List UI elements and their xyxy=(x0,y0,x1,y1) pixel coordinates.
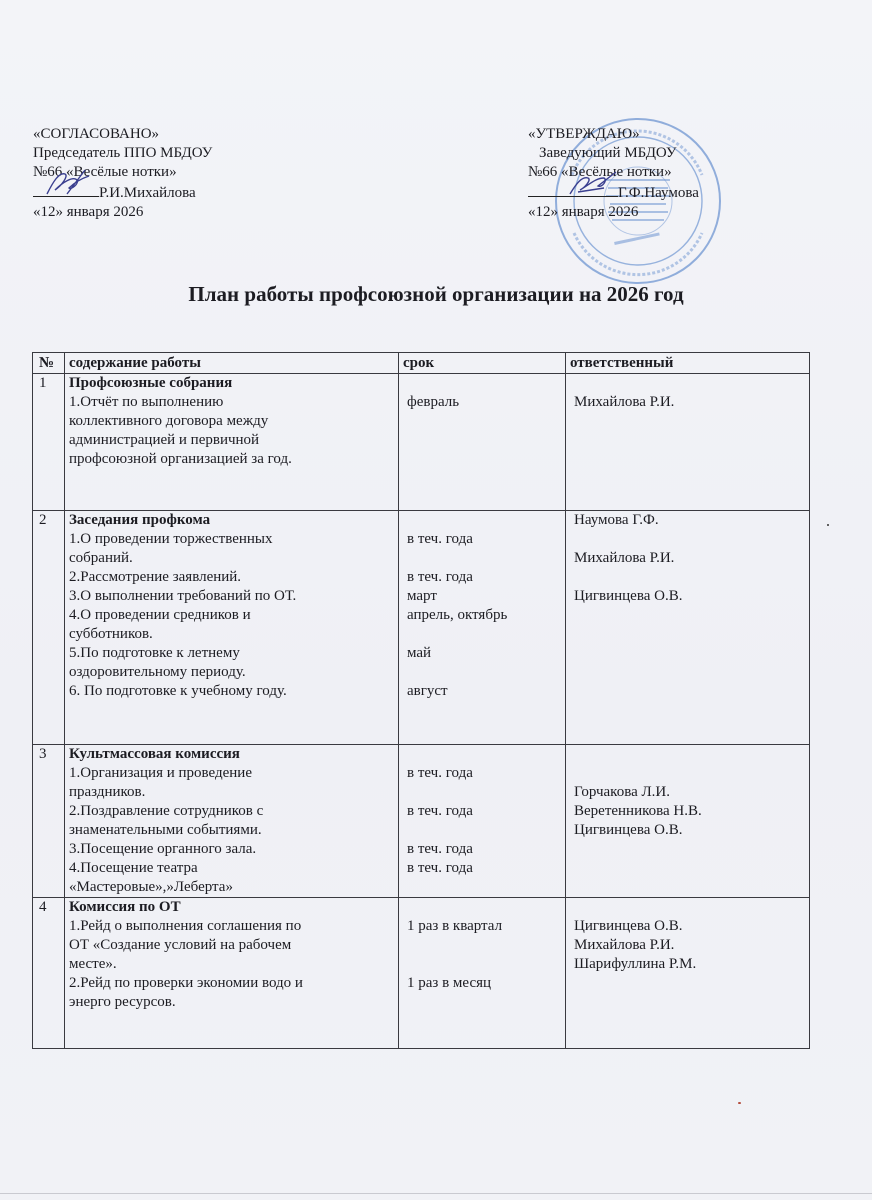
row-term xyxy=(399,374,566,511)
term-line xyxy=(403,821,565,840)
content-line: праздников. xyxy=(69,784,146,800)
term-line: в теч. года xyxy=(407,531,473,547)
row-content xyxy=(65,745,399,898)
term-line: в теч. года xyxy=(407,569,473,585)
responsible-line: Цигвинцева О.В. xyxy=(574,918,683,934)
approval-signer: Р.И.Михайлова xyxy=(99,185,196,201)
content-line: 1.Рейд о выполнения соглашения по xyxy=(69,918,302,934)
content-line: 2.Поздравление сотрудников с xyxy=(69,803,264,819)
content-line: 4.О проведении средников и xyxy=(69,607,251,623)
approval-date: «12» января 2026 xyxy=(33,204,144,220)
responsible-line xyxy=(570,568,809,587)
term-line xyxy=(403,745,565,764)
section-title: Заседания профкома xyxy=(69,512,211,528)
content-line: профсоюзной организацией за год. xyxy=(69,451,292,467)
approval-org: №66 «Весёлые нотки» xyxy=(33,164,177,180)
row-term xyxy=(399,898,566,1049)
content-line: ОТ «Создание условий на рабочем xyxy=(69,937,292,953)
row-responsible xyxy=(566,374,810,511)
approval-block-approved xyxy=(528,125,699,222)
content-line: коллективного договора между xyxy=(69,413,269,429)
approval-heading: «УТВЕРЖДАЮ» xyxy=(528,126,640,142)
content-line: 2.Рейд по проверки экономии водо и xyxy=(69,975,303,991)
ink-dot xyxy=(738,1102,741,1104)
row-content xyxy=(65,374,399,511)
term-line xyxy=(403,663,565,682)
handwritten-signature-icon xyxy=(39,168,99,198)
approval-signature-line xyxy=(528,182,699,203)
term-line: апрель, октябрь xyxy=(407,607,508,623)
responsible-line: Цигвинцева О.В. xyxy=(574,588,683,604)
section-title: Культмассовая комиссия xyxy=(69,746,240,762)
row-content xyxy=(65,898,399,1049)
term-line: в теч. года xyxy=(407,803,473,819)
content-line: 5.По подготовке к летнему xyxy=(69,645,240,661)
responsible-line: Михайлова Р.И. xyxy=(574,394,675,410)
content-line: 2.Рассмотрение заявлений. xyxy=(69,569,242,585)
row-responsible xyxy=(566,898,810,1049)
table-row xyxy=(33,511,810,745)
content-line: администрацией и первичной xyxy=(69,432,260,448)
approval-org: №66 «Весёлые нотки» xyxy=(528,164,672,180)
approval-position: Заведующий МБДОУ xyxy=(539,145,677,161)
work-plan-table xyxy=(32,352,810,1049)
term-line: март xyxy=(407,588,437,604)
header-responsible: ответственный xyxy=(566,353,810,374)
table-row xyxy=(33,374,810,511)
term-line: 1 раз в месяц xyxy=(407,975,492,991)
responsible-line: Цигвинцева О.В. xyxy=(574,822,683,838)
content-line: «Мастеровые»,»Леберта» xyxy=(69,879,233,895)
responsible-line xyxy=(570,764,809,783)
table-row xyxy=(33,898,810,1049)
content-line: субботников. xyxy=(69,626,153,642)
row-num: 4 xyxy=(33,898,65,1049)
term-line xyxy=(403,898,565,917)
term-line: в теч. года xyxy=(407,841,473,857)
section-title: Профсоюзные собрания xyxy=(69,375,233,391)
responsible-line: Горчакова Л.И. xyxy=(574,784,671,800)
responsible-line: Михайлова Р.И. xyxy=(574,937,675,953)
row-term xyxy=(399,745,566,898)
signature-underline xyxy=(528,182,618,197)
responsible-line xyxy=(570,898,809,917)
header-num: № xyxy=(33,353,65,374)
term-line: в теч. года xyxy=(407,860,473,876)
responsible-line: Веретенникова Н.В. xyxy=(574,803,702,819)
term-line: февраль xyxy=(407,394,460,410)
term-line: в теч. года xyxy=(407,765,473,781)
document-title: План работы профсоюзной организации на 2026 год xyxy=(188,282,684,306)
content-line: 3.Посещение органного зала. xyxy=(69,841,257,857)
content-line: 3.О выполнении требований по ОТ. xyxy=(69,588,297,604)
approval-signer: Г.Ф.Наумова xyxy=(618,185,699,201)
content-line: 6. По подготовке к учебному году. xyxy=(69,683,287,699)
responsible-line: Наумова Г.Ф. xyxy=(574,512,659,528)
header-term: срок xyxy=(399,353,566,374)
content-line: месте». xyxy=(69,956,117,972)
content-line: знаменательными событиями. xyxy=(69,822,262,838)
row-num: 2 xyxy=(33,511,65,745)
responsible-line xyxy=(570,530,809,549)
content-line: 4.Посещение театра xyxy=(69,860,198,876)
content-line: энерго ресурсов. xyxy=(69,994,176,1010)
content-line: собраний. xyxy=(69,550,133,566)
handwritten-signature-icon xyxy=(564,168,624,198)
content-line: 1.О проведении торжественных xyxy=(69,531,273,547)
term-line xyxy=(403,955,565,974)
table-header-row xyxy=(33,353,810,374)
row-term xyxy=(399,511,566,745)
term-line xyxy=(403,783,565,802)
signature-underline xyxy=(33,182,99,197)
responsible-line: Шарифуллина Р.М. xyxy=(574,956,697,972)
approval-signature-line xyxy=(33,182,212,203)
term-line xyxy=(403,936,565,955)
row-responsible xyxy=(566,511,810,745)
approval-date: «12» января 2026 xyxy=(528,204,639,220)
row-responsible xyxy=(566,745,810,898)
term-line: май xyxy=(407,645,432,661)
header-content: содержание работы xyxy=(65,353,399,374)
approval-heading: «СОГЛАСОВАНО» xyxy=(33,126,160,142)
row-num: 3 xyxy=(33,745,65,898)
ink-dot xyxy=(827,524,829,526)
responsible-line: Михайлова Р.И. xyxy=(574,550,675,566)
approval-block-agreed xyxy=(33,125,212,222)
term-line xyxy=(403,625,565,644)
term-line: 1 раз в квартал xyxy=(407,918,503,934)
responsible-line xyxy=(570,745,809,764)
term-line xyxy=(403,549,565,568)
term-line xyxy=(403,511,565,530)
section-title: Комиссия по ОТ xyxy=(69,899,181,915)
row-content xyxy=(65,511,399,745)
approval-position: Председатель ППО МБДОУ xyxy=(33,145,213,161)
scan-edge-line xyxy=(0,1193,872,1194)
row-num: 1 xyxy=(33,374,65,511)
term-line: август xyxy=(407,683,448,699)
content-line: 1.Организация и проведение xyxy=(69,765,252,781)
content-line: оздоровительному периоду. xyxy=(69,664,246,680)
table-row xyxy=(33,745,810,898)
content-line: 1.Отчёт по выполнению xyxy=(69,394,224,410)
